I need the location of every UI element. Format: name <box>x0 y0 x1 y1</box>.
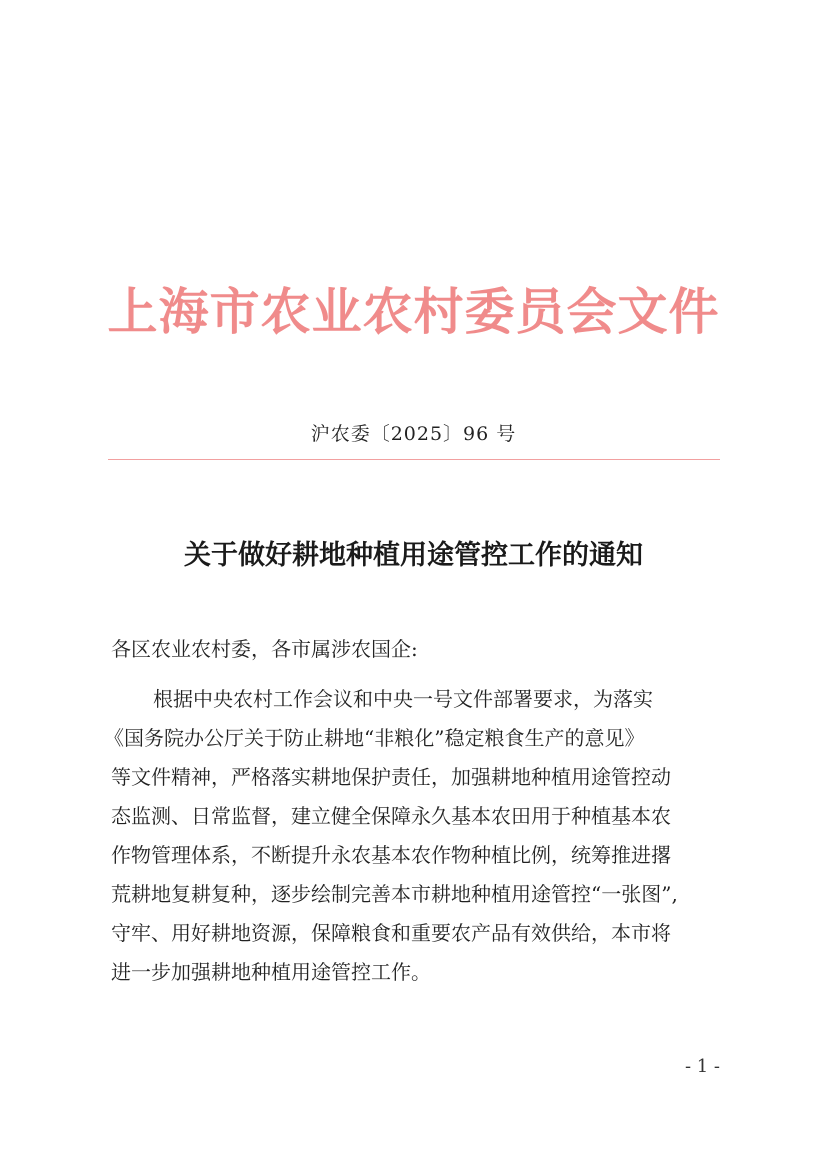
body-line: 根据中央农村工作会议和中央一号文件部署要求，为落实 <box>153 687 653 711</box>
body-line: 《国务院办公厅关于防止耕地“非粮化”稳定粮食生产的意见》 <box>104 726 645 750</box>
header-divider <box>108 459 720 460</box>
body-line: 等文件精神，严格落实耕地保护责任，加强耕地种植用途管控动 <box>111 765 671 789</box>
body-line: 进一步加强耕地种植用途管控工作。 <box>111 960 431 984</box>
organization-header: 上海市农业农村委员会文件 <box>107 282 720 341</box>
body-line: 守牢、用好耕地资源，保障粮食和重要农产品有效供给，本市将 <box>111 921 671 945</box>
salutation: 各区农业农村委，各市属涉农国企: <box>111 637 418 661</box>
body-line: 作物管理体系，不断提升永农基本农作物种植比例，统筹推进撂 <box>111 843 671 867</box>
body-line: 态监测、日常监督，建立健全保障永久基本农田用于种植基本农 <box>111 804 671 828</box>
document-title: 关于做好耕地种植用途管控工作的通知 <box>184 540 643 571</box>
page-number: - 1 - <box>684 1056 720 1077</box>
document-number: 沪农委〔2025〕96 号 <box>310 423 517 445</box>
body-line: 荒耕地复耕复种，逐步绘制完善本市耕地种植用途管控“一张图”, <box>111 882 678 906</box>
